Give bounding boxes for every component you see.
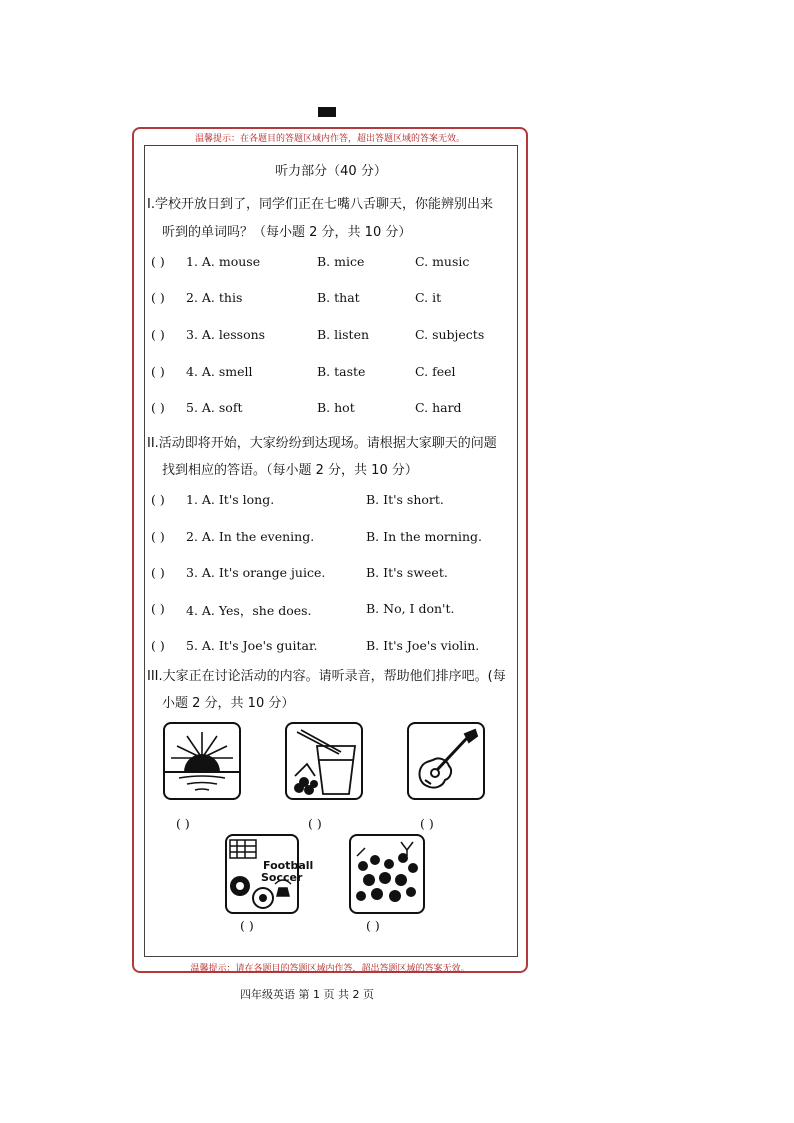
option-c: C. hard — [415, 400, 462, 415]
option-b: B. It's Joe's violin. — [366, 638, 480, 653]
crowd-picture — [349, 834, 425, 914]
option-b: B. It's short. — [366, 492, 444, 507]
football-text: Football — [263, 859, 314, 872]
guitar-icon — [409, 724, 483, 798]
option-a: 5. A. soft — [186, 400, 243, 415]
option-c: C. feel — [415, 364, 456, 379]
answer-blank[interactable]: ( ) — [151, 364, 165, 379]
option-a: 5. A. It's Joe's guitar. — [186, 638, 318, 653]
option-a: 3. A. It's orange juice. — [186, 565, 326, 580]
juice-icon — [287, 724, 361, 798]
section1-heading-line2: 听到的单词吗？（每小题 2 分，共 10 分） — [162, 225, 412, 240]
answer-blank[interactable]: ( ) — [151, 529, 165, 544]
option-b: B. that — [317, 290, 360, 305]
answer-blank[interactable]: ( ) — [151, 565, 165, 580]
option-c: C. it — [415, 290, 442, 305]
football-icon — [227, 836, 314, 912]
option-b: B. taste — [317, 364, 366, 379]
section2-heading-line1: II.活动即将开始，大家纷纷到达现场。请根据大家聊天的问题 — [147, 436, 497, 451]
top-marker — [318, 107, 336, 117]
option-b: B. hot — [317, 400, 355, 415]
option-a: 1. A. mouse — [186, 254, 261, 269]
sunset-icon — [165, 724, 239, 798]
answer-blank[interactable]: ( ) — [240, 918, 254, 933]
option-a: 1. A. It's long. — [186, 492, 275, 507]
answer-blank[interactable]: ( ) — [151, 327, 165, 342]
hint-top: 温馨提示：在各题目的答题区域内作答，超出答题区域的答案无效。 — [194, 134, 465, 144]
option-b: B. It's sweet. — [366, 565, 448, 580]
answer-blank[interactable]: ( ) — [420, 816, 434, 831]
section3-heading-line2: 小题 2 分，共 10 分） — [162, 696, 295, 711]
answer-blank[interactable]: ( ) — [151, 254, 165, 269]
crowd-icon — [351, 836, 423, 912]
soccer-text: Soccer — [261, 871, 303, 884]
option-c: C. subjects — [415, 327, 485, 342]
option-c: C. music — [415, 254, 470, 269]
option-a: 4. A. smell — [186, 364, 253, 379]
answer-blank[interactable]: ( ) — [176, 816, 190, 831]
section3-heading-line1: III.大家正在讨论活动的内容。请听录音，帮助他们排序吧。(每 — [147, 669, 506, 684]
answer-blank[interactable]: ( ) — [151, 601, 165, 616]
answer-blank[interactable]: ( ) — [151, 492, 165, 507]
juice-picture — [285, 722, 363, 800]
option-b: B. mice — [317, 254, 365, 269]
hint-bottom: 温馨提示：请在各题目的答题区域内作答，超出答题区域的答案无效。 — [190, 964, 470, 974]
answer-blank[interactable]: ( ) — [151, 290, 165, 305]
answer-blank[interactable]: ( ) — [151, 400, 165, 415]
option-a: 2. A. In the evening. — [186, 529, 315, 544]
section2-heading-line2: 找到相应的答语。（每小题 2 分，共 10 分） — [162, 463, 418, 478]
option-b: B. listen — [317, 327, 370, 342]
option-a: 3. A. lessons — [186, 327, 266, 342]
answer-blank[interactable]: ( ) — [308, 816, 322, 831]
guitar-picture — [407, 722, 485, 800]
answer-blank[interactable]: ( ) — [151, 638, 165, 653]
page-footer: 四年级英语 第 1 页 共 2 页 — [240, 988, 374, 1001]
option-a: 4. A. Yes，she does. — [186, 603, 312, 618]
football-picture — [225, 834, 314, 914]
option-b: B. In the morning. — [366, 529, 482, 544]
answer-blank[interactable]: ( ) — [366, 918, 380, 933]
section1-heading-line1: I.学校开放日到了，同学们正在七嘴八舌聊天，你能辨别出来 — [147, 197, 493, 212]
option-a: 2. A. this — [186, 290, 243, 305]
option-b: B. No, I don't. — [366, 601, 455, 616]
sunset-picture — [163, 722, 241, 800]
page-title: 听力部分（40 分） — [275, 164, 387, 179]
